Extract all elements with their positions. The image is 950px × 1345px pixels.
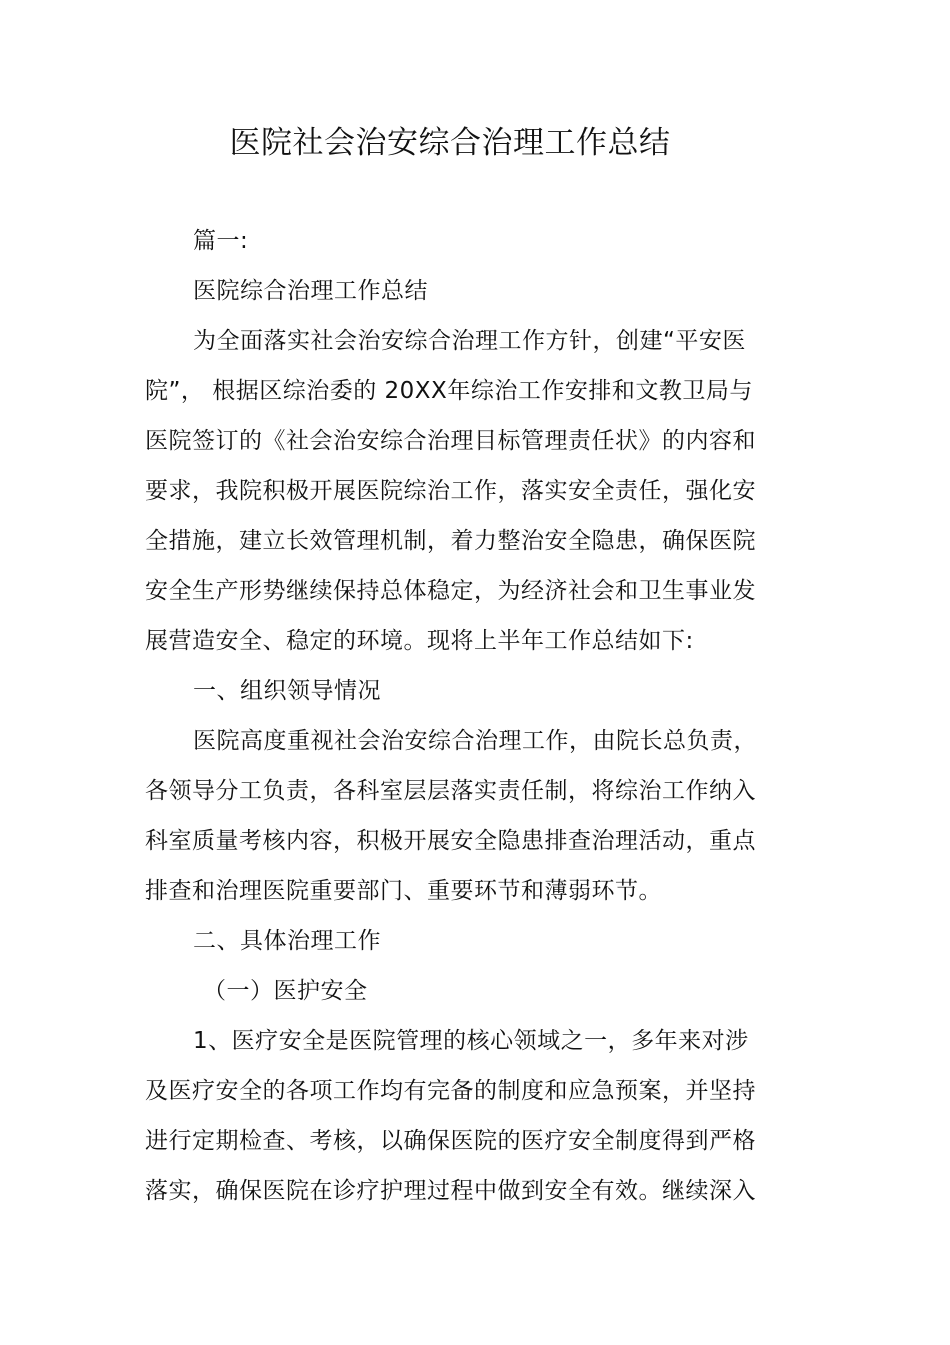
paragraph-line: 院”， 根据区综治委的 20XX年综治工作安排和文教卫局与 <box>145 378 753 404</box>
section-heading: 二、具体治理工作 <box>193 928 381 954</box>
subsection-heading: （一）医护安全 <box>203 978 368 1004</box>
document-title: 医院社会治安综合治理工作总结 <box>229 125 671 161</box>
subtitle: 医院综合治理工作总结 <box>193 278 428 304</box>
paragraph-line: 1、医疗安全是医院管理的核心领域之一，多年来对涉 <box>193 1028 749 1054</box>
section-label: 篇一: <box>193 228 249 254</box>
paragraph-line: 医院签订的《社会治安综合治理目标管理责任状》的内容和 <box>145 428 756 454</box>
paragraph-line: 全措施，建立长效管理机制，着力整治安全隐患，确保医院 <box>145 528 756 554</box>
paragraph-line: 及医疗安全的各项工作均有完备的制度和应急预案，并坚持 <box>145 1078 756 1104</box>
section-heading: 一、组织领导情况 <box>193 678 381 704</box>
paragraph-line: 展营造安全、稳定的环境。现将上半年工作总结如下: <box>145 628 694 654</box>
paragraph-line: 要求，我院积极开展医院综治工作，落实安全责任，强化安 <box>145 478 756 504</box>
paragraph-line: 安全生产形势继续保持总体稳定，为经济社会和卫生事业发 <box>145 578 756 604</box>
paragraph-line: 进行定期检查、考核，以确保医院的医疗安全制度得到严格 <box>145 1128 756 1154</box>
paragraph-line: 为全面落实社会治安综合治理工作方针，创建“平安医 <box>193 328 746 354</box>
paragraph-line: 各领导分工负责，各科室层层落实责任制，将综治工作纳入 <box>145 778 756 804</box>
paragraph-line: 科室质量考核内容，积极开展安全隐患排查治理活动，重点 <box>145 828 756 854</box>
paragraph-line: 落实，确保医院在诊疗护理过程中做到安全有效。继续深入 <box>145 1178 756 1204</box>
paragraph-line: 排查和治理医院重要部门、重要环节和薄弱环节。 <box>145 878 662 904</box>
paragraph-line: 医院高度重视社会治安综合治理工作，由院长总负责， <box>193 728 757 754</box>
